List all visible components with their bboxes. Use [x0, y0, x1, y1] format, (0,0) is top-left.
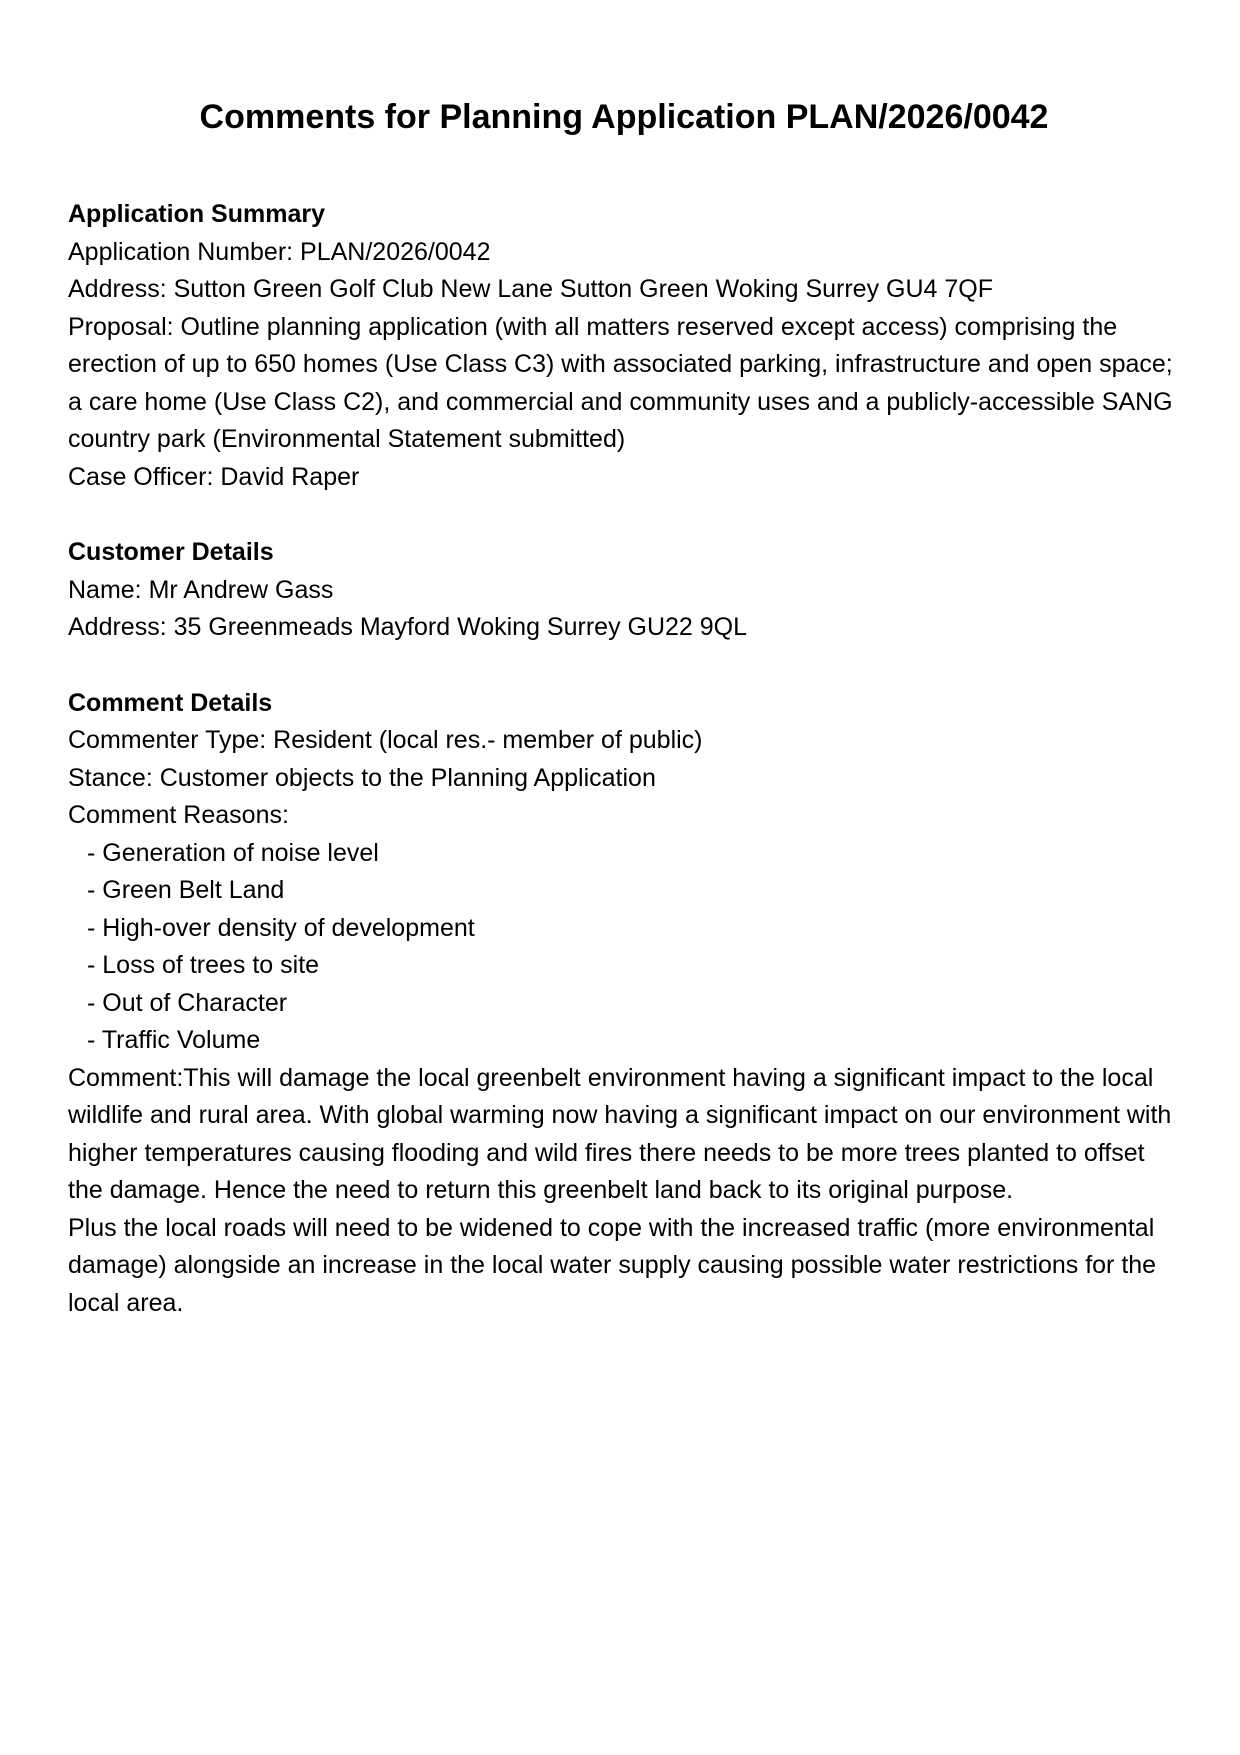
comment-body-text: Comment:This will damage the local greenbelt environment having a significant impact to the local wildlife and rural area. With global warming now having a significant impact on our environment with higher temperatures causing flooding and wild fires there needs to be more trees planted to offset the damage. Hence the need to return this greenbelt land back to its original purpose. Plus the local roads will need to be widened to cope with the increased traffic (more environmental damage) alongside an increase in the local water supply causing possible water restrictions for the local area. [68, 1063, 1172, 1317]
comment-reason-item: - High-over density of development [87, 913, 475, 942]
comment-details-heading: Comment Details [68, 688, 273, 717]
application-address-line: Address: Sutton Green Golf Club New Lane Sutton Green Woking Surrey GU4 7QF [68, 275, 993, 303]
comment-reasons-list [68, 835, 1180, 1060]
customer-name-line: Name: Mr Andrew Gass [68, 575, 334, 604]
comment-reason-item: - Out of Character [87, 988, 288, 1017]
customer-details-heading: Customer Details [68, 538, 274, 566]
comment-reasons-label: Comment Reasons: [68, 801, 289, 829]
comment-reason-item: - Generation of noise level [87, 838, 379, 867]
application-summary-heading: Application Summary [68, 200, 325, 228]
application-number-line: Application Number: PLAN/2026/0042 [68, 237, 491, 266]
comment-reason-item: - Traffic Volume [87, 1026, 261, 1054]
application-summary-section [68, 196, 1180, 496]
stance-line: Stance: Customer objects to the Planning Application [68, 763, 656, 792]
comment-reason-item: - Green Belt Land [87, 876, 285, 904]
page-title: Comments for Planning Application PLAN/2026/0042 [199, 98, 1049, 136]
comment-details-section [68, 685, 1180, 1323]
customer-address-line: Address: 35 Greenmeads Mayford Woking Surrey GU22 9QL [68, 613, 748, 641]
case-officer-line: Case Officer: David Raper [68, 462, 360, 491]
commenter-type-line: Commenter Type: Resident (local res.- member of public) [68, 726, 703, 754]
comment-reason-item: - Loss of trees to site [87, 951, 320, 979]
proposal-line: Proposal: Outline planning application (with all matters reserved except access) comprising the erection of up to 650 homes (Use Class C3) with associated parking, infrastructure and open space; a care home (Use Class C2), and commercial and community uses and a publicly-accessible SANG country park (Environmental Statement submitted) [68, 312, 1173, 453]
customer-details-section [68, 534, 1180, 647]
